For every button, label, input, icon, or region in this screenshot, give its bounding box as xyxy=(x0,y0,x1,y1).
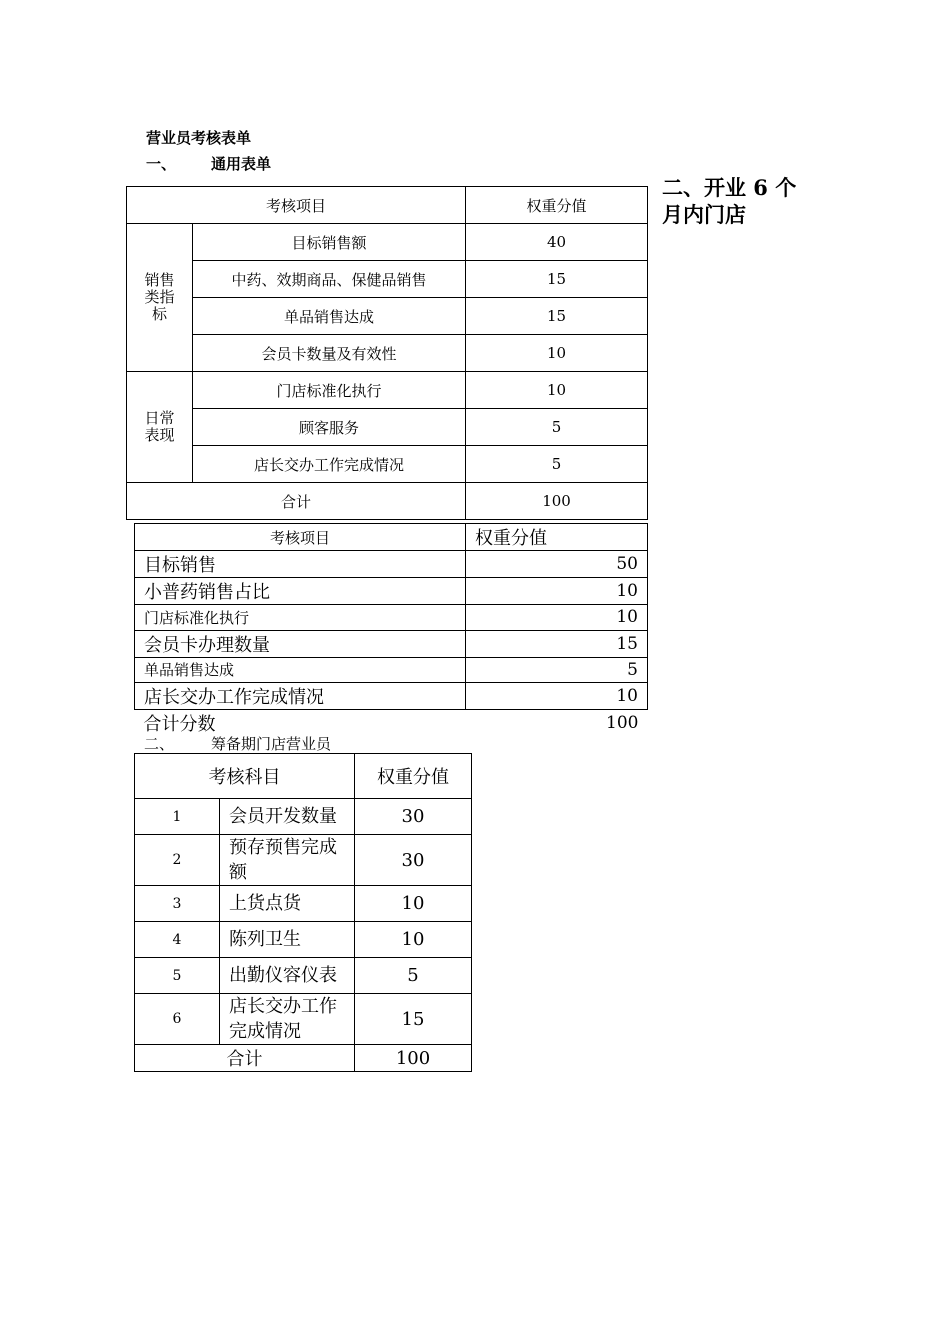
table-row xyxy=(135,886,472,922)
table-row xyxy=(135,835,472,886)
row-item: 上货点货 xyxy=(220,886,355,922)
table-row xyxy=(135,551,648,578)
table-row xyxy=(135,657,648,683)
row-number: 1 xyxy=(135,799,220,835)
row-weight: 10 xyxy=(466,578,648,605)
total-label: 合计 xyxy=(127,483,466,520)
table-row xyxy=(135,922,472,958)
table-row xyxy=(127,372,648,409)
row-weight: 10 xyxy=(466,683,648,710)
table-row xyxy=(135,683,648,710)
table-row xyxy=(127,224,648,261)
row-weight: 30 xyxy=(355,799,472,835)
row-item: 会员卡办理数量 xyxy=(135,630,466,657)
table-header-row xyxy=(135,524,648,551)
table-row xyxy=(127,261,648,298)
total-value: 100 xyxy=(606,713,639,733)
total-label: 合计 xyxy=(135,1045,355,1072)
header-weight: 权重分值 xyxy=(466,187,648,224)
row-item: 会员开发数量 xyxy=(220,799,355,835)
section-1-title: 通用表单 xyxy=(211,155,272,173)
row-weight: 15 xyxy=(466,261,648,298)
table-header-row xyxy=(135,754,472,799)
section-2-title: 筹备期门店营业员 xyxy=(211,735,332,753)
row-weight: 5 xyxy=(466,409,648,446)
side-heading xyxy=(662,174,796,228)
table-row xyxy=(135,958,472,994)
side-heading-line-2: 月内门店 xyxy=(662,202,746,227)
total-row xyxy=(127,483,648,520)
total-label: 合计分数 xyxy=(143,714,216,735)
header-item: 考核科目 xyxy=(135,754,355,799)
table-row xyxy=(135,605,648,631)
row-weight: 15 xyxy=(466,298,648,335)
six-month-store-table xyxy=(134,523,648,736)
table-row xyxy=(135,578,648,605)
row-weight: 10 xyxy=(355,886,472,922)
row-item: 会员卡数量及有效性 xyxy=(193,335,466,372)
category-sales: 销售 类指 标 xyxy=(127,224,193,372)
table-row xyxy=(135,799,472,835)
row-item: 店长交办工作完成情况 xyxy=(220,994,355,1045)
row-item: 小普药销售占比 xyxy=(135,578,466,605)
row-item: 门店标准化执行 xyxy=(135,605,466,631)
header-weight: 权重分值 xyxy=(466,524,648,551)
row-weight: 10 xyxy=(466,372,648,409)
table-row xyxy=(127,409,648,446)
header-weight: 权重分值 xyxy=(355,754,472,799)
row-weight: 10 xyxy=(466,605,648,631)
row-item: 陈列卫生 xyxy=(220,922,355,958)
row-weight: 30 xyxy=(355,835,472,886)
row-item: 目标销售额 xyxy=(193,224,466,261)
row-number: 4 xyxy=(135,922,220,958)
row-weight: 50 xyxy=(466,551,648,578)
total-value: 100 xyxy=(466,483,648,520)
row-number: 2 xyxy=(135,835,220,886)
row-number: 3 xyxy=(135,886,220,922)
document-title: 营业员考核表单 xyxy=(146,129,252,147)
row-item: 出勤仪容仪表 xyxy=(220,958,355,994)
row-item: 门店标准化执行 xyxy=(193,372,466,409)
row-item: 目标销售 xyxy=(135,551,466,578)
general-assessment-table xyxy=(126,186,648,520)
row-item: 预存预售完成额 xyxy=(220,835,355,886)
row-weight: 40 xyxy=(466,224,648,261)
row-item: 单品销售达成 xyxy=(193,298,466,335)
row-item: 店长交办工作完成情况 xyxy=(193,446,466,483)
table-row xyxy=(135,630,648,657)
row-item: 顾客服务 xyxy=(193,409,466,446)
side-heading-line-1: 二、开业 6 个 xyxy=(662,175,797,200)
row-number: 6 xyxy=(135,994,220,1045)
row-weight: 5 xyxy=(466,657,648,683)
header-item: 考核项目 xyxy=(127,187,466,224)
row-item: 中药、效期商品、保健品销售 xyxy=(193,261,466,298)
table-header-row xyxy=(127,187,648,224)
row-weight: 5 xyxy=(466,446,648,483)
section-1-number: 一、 xyxy=(146,155,177,173)
row-weight: 10 xyxy=(355,922,472,958)
row-weight: 5 xyxy=(355,958,472,994)
header-item: 考核项目 xyxy=(135,524,466,551)
category-daily: 日常 表现 xyxy=(127,372,193,483)
table-row xyxy=(127,446,648,483)
total-row xyxy=(135,1045,472,1072)
preparation-period-table xyxy=(134,753,472,1072)
table-row xyxy=(127,335,648,372)
row-weight: 15 xyxy=(466,630,648,657)
row-weight: 15 xyxy=(355,994,472,1045)
table-row xyxy=(127,298,648,335)
total-value: 100 xyxy=(355,1045,472,1072)
row-number: 5 xyxy=(135,958,220,994)
table-row xyxy=(135,994,472,1045)
section-2-number: 二、 xyxy=(144,735,175,753)
row-item: 单品销售达成 xyxy=(135,657,466,683)
row-weight: 10 xyxy=(466,335,648,372)
row-item: 店长交办工作完成情况 xyxy=(135,683,466,710)
